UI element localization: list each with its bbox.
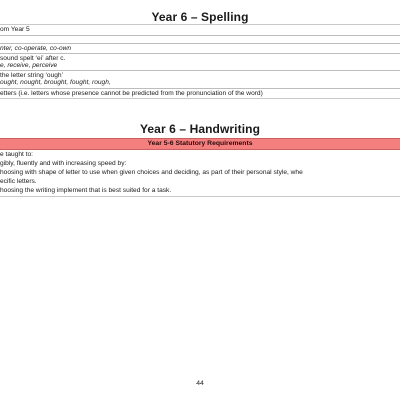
handwriting-line-3: hoosing with shape of letter to use when given choices and deciding, as part of their personal style, whe	[0, 169, 303, 176]
handwriting-line-4: ecific letters.	[0, 178, 37, 185]
handwriting-line-2: gibly, fluently and with increasing speed by:	[0, 160, 127, 167]
spelling-line-3: nter, co-operate, co-own	[0, 43, 400, 53]
page-number: 44	[196, 380, 204, 387]
statutory-requirements-header: Year 5-6 Statutory Requirements	[0, 138, 400, 150]
spelling-line-5: e, receive, perceive	[0, 62, 58, 69]
spelling-title: Year 6 – Spelling	[151, 10, 249, 24]
handwriting-line-1: e taught to:	[0, 151, 33, 158]
handwriting-title: Year 6 – Handwriting	[139, 122, 261, 136]
spelling-line-1: om Year 5	[0, 26, 30, 33]
spelling-line-6: the letter string ‘ough’	[0, 70, 400, 80]
spelling-line-8: etters (i.e. letters whose presence cannot be predicted from the pronunciation of the word)	[0, 88, 400, 98]
spelling-bottom-rule	[0, 98, 400, 99]
spelling-line-4: sound spelt ‘ei’ after c.	[0, 53, 400, 63]
handwriting-line-5: hoosing the writing implement that is best suited for a task.	[0, 187, 172, 194]
handwriting-bottom-rule	[0, 196, 400, 197]
spelling-line-7: ought, nought, brought, fought, rough,	[0, 79, 111, 86]
